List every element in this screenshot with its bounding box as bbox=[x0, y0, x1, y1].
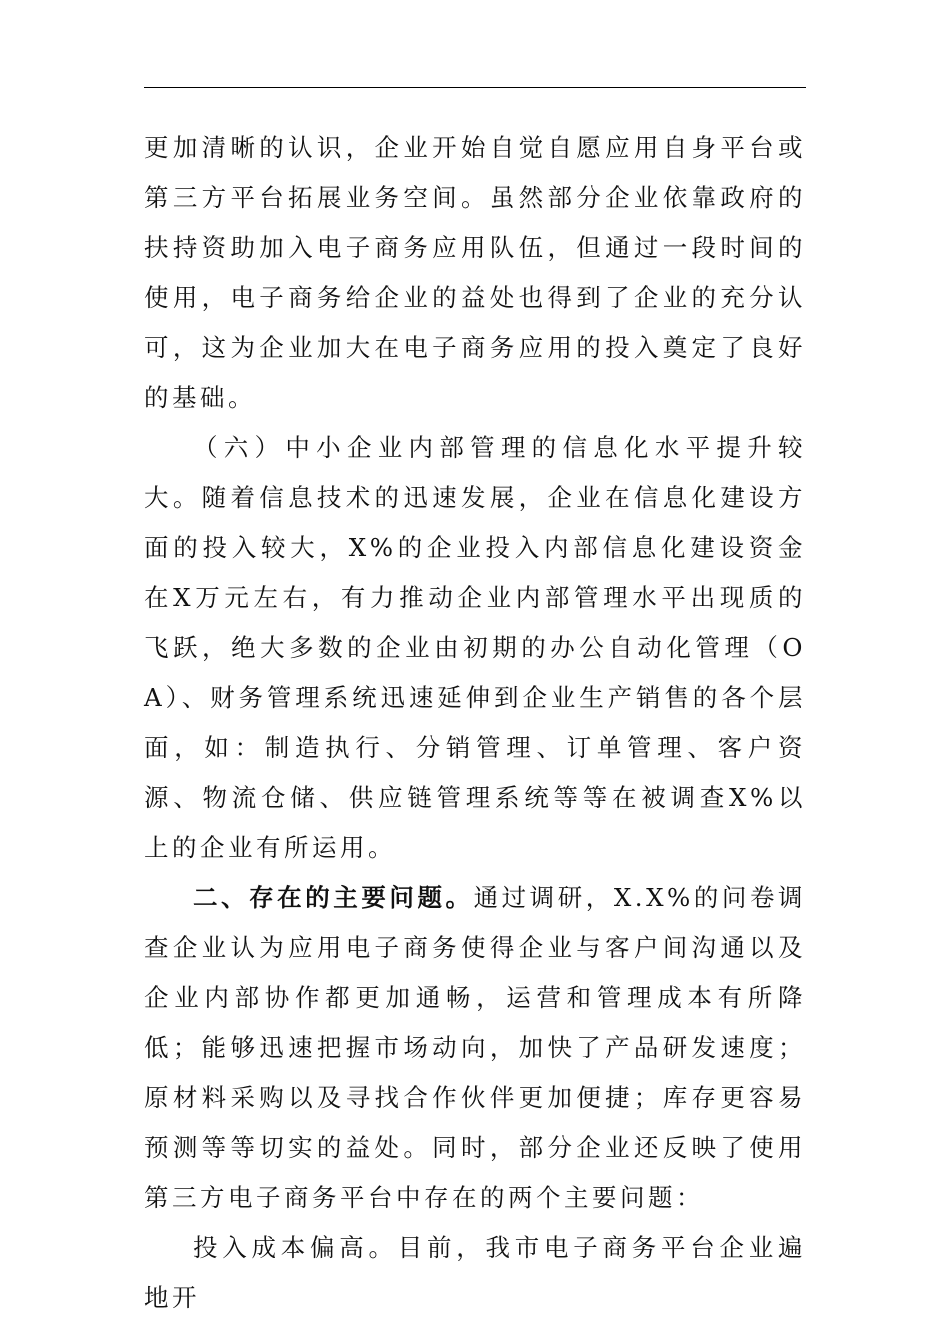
paragraph-continuation: 更加清晰的认识，企业开始自觉自愿应用自身平台或第三方平台拓展业务空间。虽然部分企业依靠政府的扶持资助加入电子商务应用队伍，但通过一段时间的使用，电子商务给企业的益处也得到了企业的充分认可，这为企业加大在电子商务应用的投入奠定了良好的基础。 bbox=[144, 133, 806, 412]
paragraph-section-six: （六）中小企业内部管理的信息化水平提升较大。随着信息技术的迅速发展，企业在信息化建设方面的投入较大，X%的企业投入内部信息化建设资金在X万元左右，有力推动企业内部管理水平出现质的飞跃，绝大多数的企业由初期的办公自动化管理（OA）、财务管理系统迅速延伸到企业生产销售的各个层面，如：制造执行、分销管理、订单管理、客户资源、物流仓储、供应链管理系统等等在被调查X%以上的企业有所运用。 bbox=[144, 433, 806, 862]
document-body bbox=[144, 123, 806, 1323]
paragraph-main-problems bbox=[144, 873, 806, 1223]
section-heading: 二、存在的主要问题。 bbox=[193, 883, 474, 912]
paragraph-high-cost: 投入成本偏高。目前，我市电子商务平台企业遍地开 bbox=[144, 1233, 806, 1312]
paragraph-main-problems-text: 通过调研，X.X%的问卷调查企业认为应用电子商务使得企业与客户间沟通以及企业内部协作都更加通畅，运营和管理成本有所降低；能够迅速把握市场动向，加快了产品研发速度；原材料采购以及寻找合作伙伴更加便捷；库存更容易预测等等切实的益处。同时，部分企业还反映了使用第三方电子商务平台中存在的两个主要问题： bbox=[144, 883, 807, 1212]
header-rule bbox=[144, 87, 806, 88]
